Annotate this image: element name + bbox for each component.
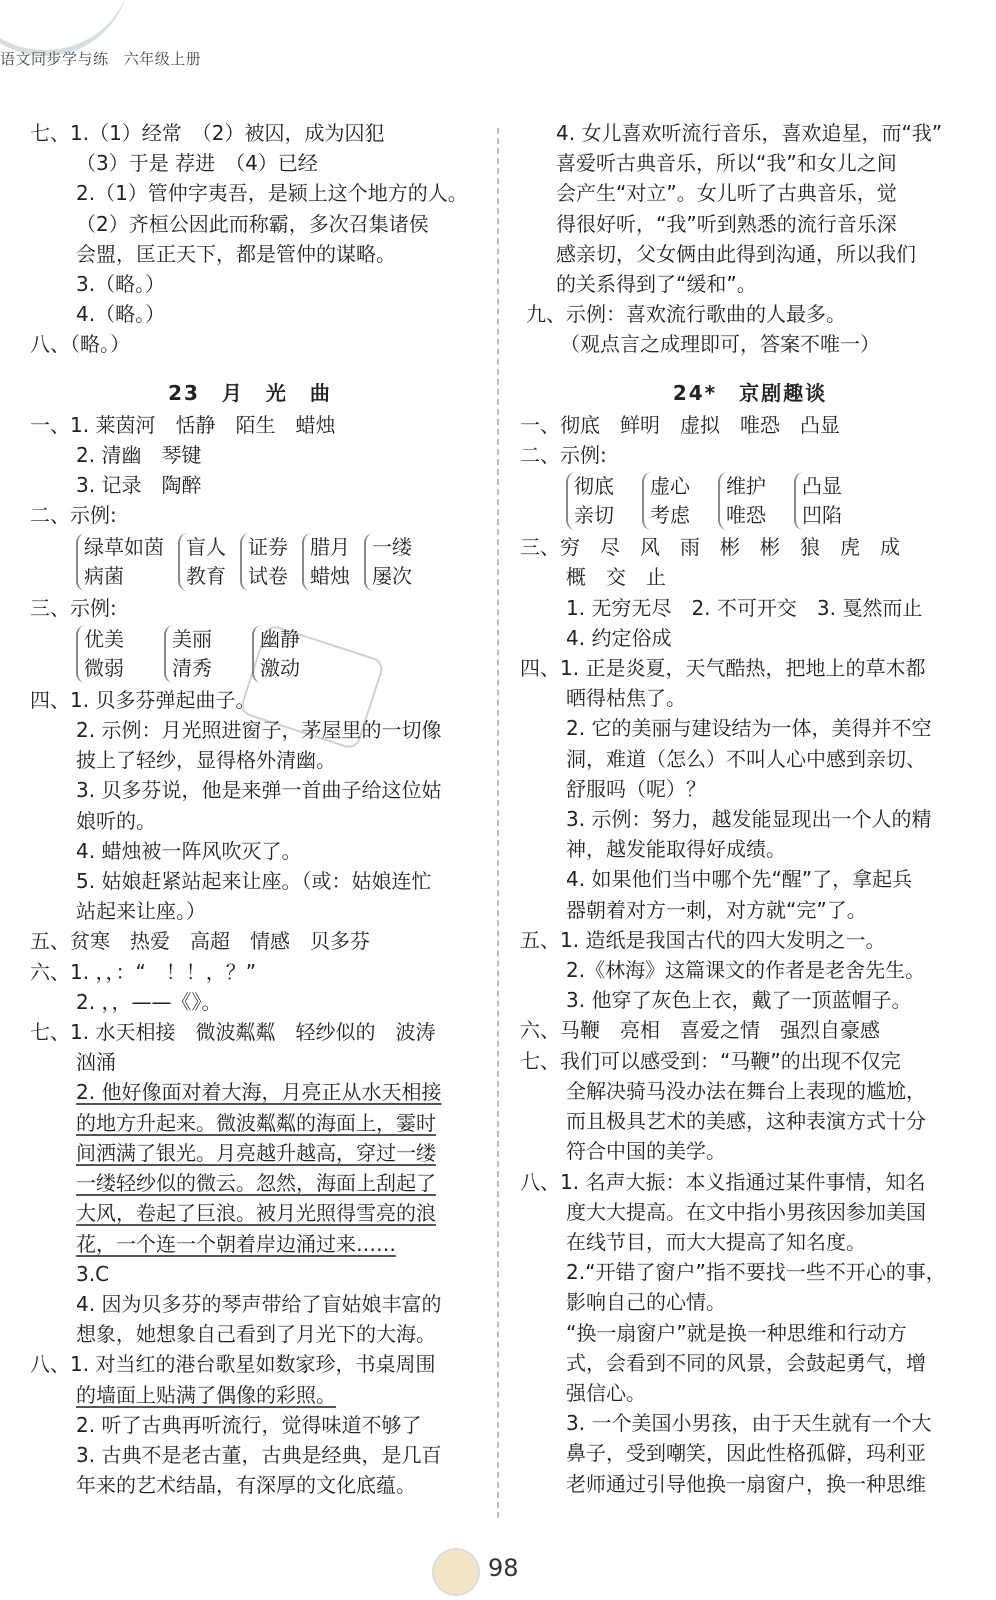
text-line: 娘听的。	[76, 808, 156, 833]
text-line: 2. ，，——《》。	[76, 989, 222, 1014]
text-line: 三、示例:	[30, 595, 117, 620]
word: 维护	[726, 474, 766, 499]
text-line: 二、示例:	[520, 443, 607, 468]
grade-label: 六年级上册	[123, 50, 202, 68]
word: 病菌	[84, 563, 124, 588]
text-line: 间洒满了银光。月亮越升越高，穿过一缕	[76, 1140, 436, 1165]
word-pair	[302, 533, 350, 591]
text-line: 一缕轻纱似的微云。忽然，海面上刮起了	[76, 1171, 436, 1196]
text-line: 八、（略。）	[30, 332, 130, 357]
word: 优美	[84, 626, 124, 651]
text-line: 2. 它的美丽与建设结为一体，美得并不空	[566, 716, 932, 741]
text-line: （观点言之成理即可，答案不唯一）	[560, 332, 880, 357]
text-line: 二、示例:	[30, 503, 117, 528]
text-line: 3. 他穿了灰色上衣，戴了一顶蓝帽子。	[566, 988, 912, 1013]
text-line: 4. 如果他们当中哪个先“醒”了，拿起兵	[566, 867, 913, 892]
section-title-23: 23 月 光 曲	[168, 380, 332, 405]
text-line: 4. 蜡烛被一阵风吹灭了。	[76, 838, 302, 863]
word-pair-group	[30, 533, 470, 591]
text-line: 2.“开错了窗户”指不要找一些不开心的事，	[566, 1260, 946, 1285]
word: 试卷	[248, 563, 288, 588]
text-line: 披上了轻纱，显得格外清幽。	[76, 748, 336, 773]
word: 虚心	[650, 474, 690, 499]
word: 腊月	[310, 534, 350, 559]
text-line: 神，越发能取得好成绩。	[566, 837, 786, 862]
word: 证券	[248, 534, 288, 559]
text-line: 4. 约定俗成	[566, 625, 672, 650]
text-line: 3. 记录 陶醉	[76, 473, 202, 498]
word: 凹陷	[802, 503, 842, 528]
word: 蜡烛	[310, 563, 350, 588]
text-line: 的墙面上贴满了偶像的彩照。	[76, 1382, 336, 1407]
word: 激动	[260, 655, 300, 680]
text-line: （3）于是 荐进 （4）已经	[76, 151, 318, 176]
word-pair	[718, 472, 766, 530]
text-line: 强信心。	[566, 1380, 646, 1405]
text-line: 1. 无穷无尽 2. 不可开交 3. 戛然而止	[566, 595, 923, 620]
word: 唯恐	[726, 503, 766, 528]
section-title-24: 24* 京剧趣谈	[672, 380, 828, 405]
word: 幽静	[260, 626, 300, 651]
text-line: 晒得枯焦了。	[566, 686, 686, 711]
word: 教育	[186, 563, 226, 588]
text-line: 七、1. 水天相接 微波粼粼 轻纱似的 波涛	[30, 1020, 436, 1045]
text-line: 七、我们可以感受到：“马鞭”的出现不仅完	[520, 1048, 901, 1073]
word: 盲人	[186, 534, 226, 559]
text-line: 舒服吗（呢）？	[566, 776, 706, 801]
word: 考虑	[650, 503, 690, 528]
text-line: 一、彻底 鲜明 虚拟 唯恐 凸显	[520, 412, 840, 437]
text-line: 六、1. ，，：“ ！！，？”	[30, 959, 257, 984]
word: 亲切	[574, 503, 614, 528]
word-pair	[164, 625, 212, 683]
word: 绿草如茵	[84, 534, 164, 559]
text-line: 四、1. 贝多芬弹起曲子。	[30, 687, 256, 712]
page-header	[0, 48, 211, 69]
text-line: 2. 听了古典再听流行，觉得味道不够了	[76, 1412, 422, 1437]
text-line: 在线节目，而大大提高了知名度。	[566, 1229, 866, 1254]
word: 一缕	[372, 534, 412, 559]
word: 清秀	[172, 655, 212, 680]
text-line: 4. 因为贝多芬的琴声带给了盲姑娘丰富的	[76, 1291, 442, 1316]
text-line: 八、1. 名声大振：本义指通过某件事情，知名	[520, 1169, 926, 1194]
text-line: （2）齐桓公因此而称霸，多次召集诸侯	[76, 211, 429, 236]
text-line: 六、马鞭 亮相 喜爱之情 强烈自豪感	[520, 1018, 880, 1043]
page-number: 98	[488, 1554, 519, 1582]
word-pair	[642, 472, 690, 530]
text-line: 年来的艺术结晶，有深厚的文化底蕴。	[76, 1473, 416, 1498]
text-line: 3.（略。）	[76, 272, 166, 297]
text-line: 符合中国的美学。	[566, 1139, 726, 1164]
text-line: 影响自己的心情。	[566, 1290, 726, 1315]
sun-mascot-icon	[432, 1548, 480, 1596]
text-line: 感亲切，父女俩由此得到沟通，所以我们	[556, 241, 916, 266]
text-line: 3. 一个美国小男孩，由于天生就有一个大	[566, 1411, 932, 1436]
text-line: 老师通过引导他换一扇窗户，换一种思维	[566, 1471, 926, 1496]
text-line: 会产生“对立”。女儿听了古典音乐，觉	[556, 181, 897, 206]
word: 微弱	[84, 655, 124, 680]
right-column	[520, 118, 980, 1499]
text-line: 3. 示例：努力，越发能显现出一个人的精	[566, 807, 932, 832]
text-line: 3.C	[76, 1261, 110, 1286]
text-line: 式，会看到不同的风景，会鼓起勇气，增	[566, 1350, 926, 1375]
text-line: 4. 女儿喜欢听流行音乐，喜欢追星，而“我”	[556, 121, 943, 145]
text-line: 汹涌	[76, 1050, 116, 1075]
text-line: 五、1. 造纸是我国古代的四大发明之一。	[520, 927, 886, 952]
text-line: 五、贫寒 热爱 高超 情感 贝多芬	[30, 929, 370, 954]
word: 凸显	[802, 474, 842, 499]
text-line: 会盟，匡正天下，都是管仲的谋略。	[76, 241, 396, 266]
text-line: 3. 贝多芬说，他是来弹一首曲子给这位姑	[76, 778, 442, 803]
word-pair	[566, 472, 614, 530]
text-line: 2. 清幽 琴键	[76, 443, 202, 468]
word-pair	[240, 533, 288, 591]
text-line: 2. 他好像面对着大海，月亮正从水天相接	[76, 1080, 442, 1105]
text-line: 九、示例：喜欢流行歌曲的人最多。	[526, 302, 846, 327]
word-pair-group	[520, 472, 980, 530]
text-line: 站起来让座。）	[76, 899, 206, 924]
text-line: 八、1. 对当红的港台歌星如数家珍，书桌周围	[30, 1352, 436, 1377]
word-pair	[178, 533, 226, 591]
text-line: “换一扇窗户”就是换一种思维和行动方	[566, 1320, 907, 1345]
text-line: 洞，难道（怎么）不叫人心中感到亲切、	[566, 746, 926, 771]
word-pair	[794, 472, 842, 530]
text-line: 得很好听，“我”听到熟悉的流行音乐深	[556, 211, 897, 236]
word: 彻底	[574, 474, 614, 499]
text-line: 4.（略。）	[76, 302, 166, 327]
text-line: 想象，她想象自己看到了月光下的大海。	[76, 1322, 436, 1347]
word: 屡次	[372, 563, 412, 588]
column-divider	[497, 128, 499, 1518]
text-line: 器朝着对方一刺，对方就“完”了。	[566, 897, 867, 922]
text-line: 全解决骑马没办法在舞台上表现的尴尬，	[566, 1078, 926, 1103]
text-line: 的关系得到了“缓和”。	[556, 272, 757, 297]
text-line: 3. 古典不是老古董，古典是经典，是几百	[76, 1442, 442, 1467]
text-line: 喜爱听古典音乐，所以“我”和女儿之间	[556, 151, 897, 176]
text-line: 一、1. 莱茵河 恬静 陌生 蜡烛	[30, 412, 336, 437]
word-pair	[364, 533, 412, 591]
text-line: 2. 示例：月光照进窗子，茅屋里的一切像	[76, 718, 442, 743]
text-line: 鼻子，受到嘲笑，因此性格孤僻，玛利亚	[566, 1441, 926, 1466]
left-column	[30, 118, 470, 1500]
text-line: 度大大提高。在文中指小男孩因参加美国	[566, 1199, 926, 1224]
word-pair	[76, 533, 164, 591]
text-line: 概 交 止	[566, 565, 666, 590]
text-line: 5. 姑娘赶紧站起来让座。（或：姑娘连忙	[76, 869, 432, 894]
text-line: 三、穷 尽 风 雨 彬 彬 狼 虎 成	[520, 535, 900, 560]
word-pair	[76, 625, 124, 683]
text-line: 2.（1）管仲字夷吾，是颍上这个地方的人。	[76, 181, 468, 206]
page-footer	[432, 1540, 562, 1600]
text-line: 七、1.（1）经常 （2）被囚，成为囚犯	[30, 121, 385, 145]
book-title: 语文同步学与练	[0, 50, 109, 68]
text-line: 花，一个连一个朝着岸边涌过来……	[76, 1231, 396, 1256]
text-line: 2.《林海》这篇课文的作者是老舍先生。	[566, 958, 926, 983]
text-line: 而且极具艺术的美感，这种表演方式十分	[566, 1109, 926, 1134]
word: 美丽	[172, 626, 212, 651]
text-line: 的地方升起来。微波粼粼的海面上，霎时	[76, 1110, 436, 1135]
text-line: 四、1. 正是炎夏，天气酷热，把地上的草木都	[520, 656, 926, 681]
text-line: 大风，卷起了巨浪。被月光照得雪亮的浪	[76, 1201, 436, 1226]
